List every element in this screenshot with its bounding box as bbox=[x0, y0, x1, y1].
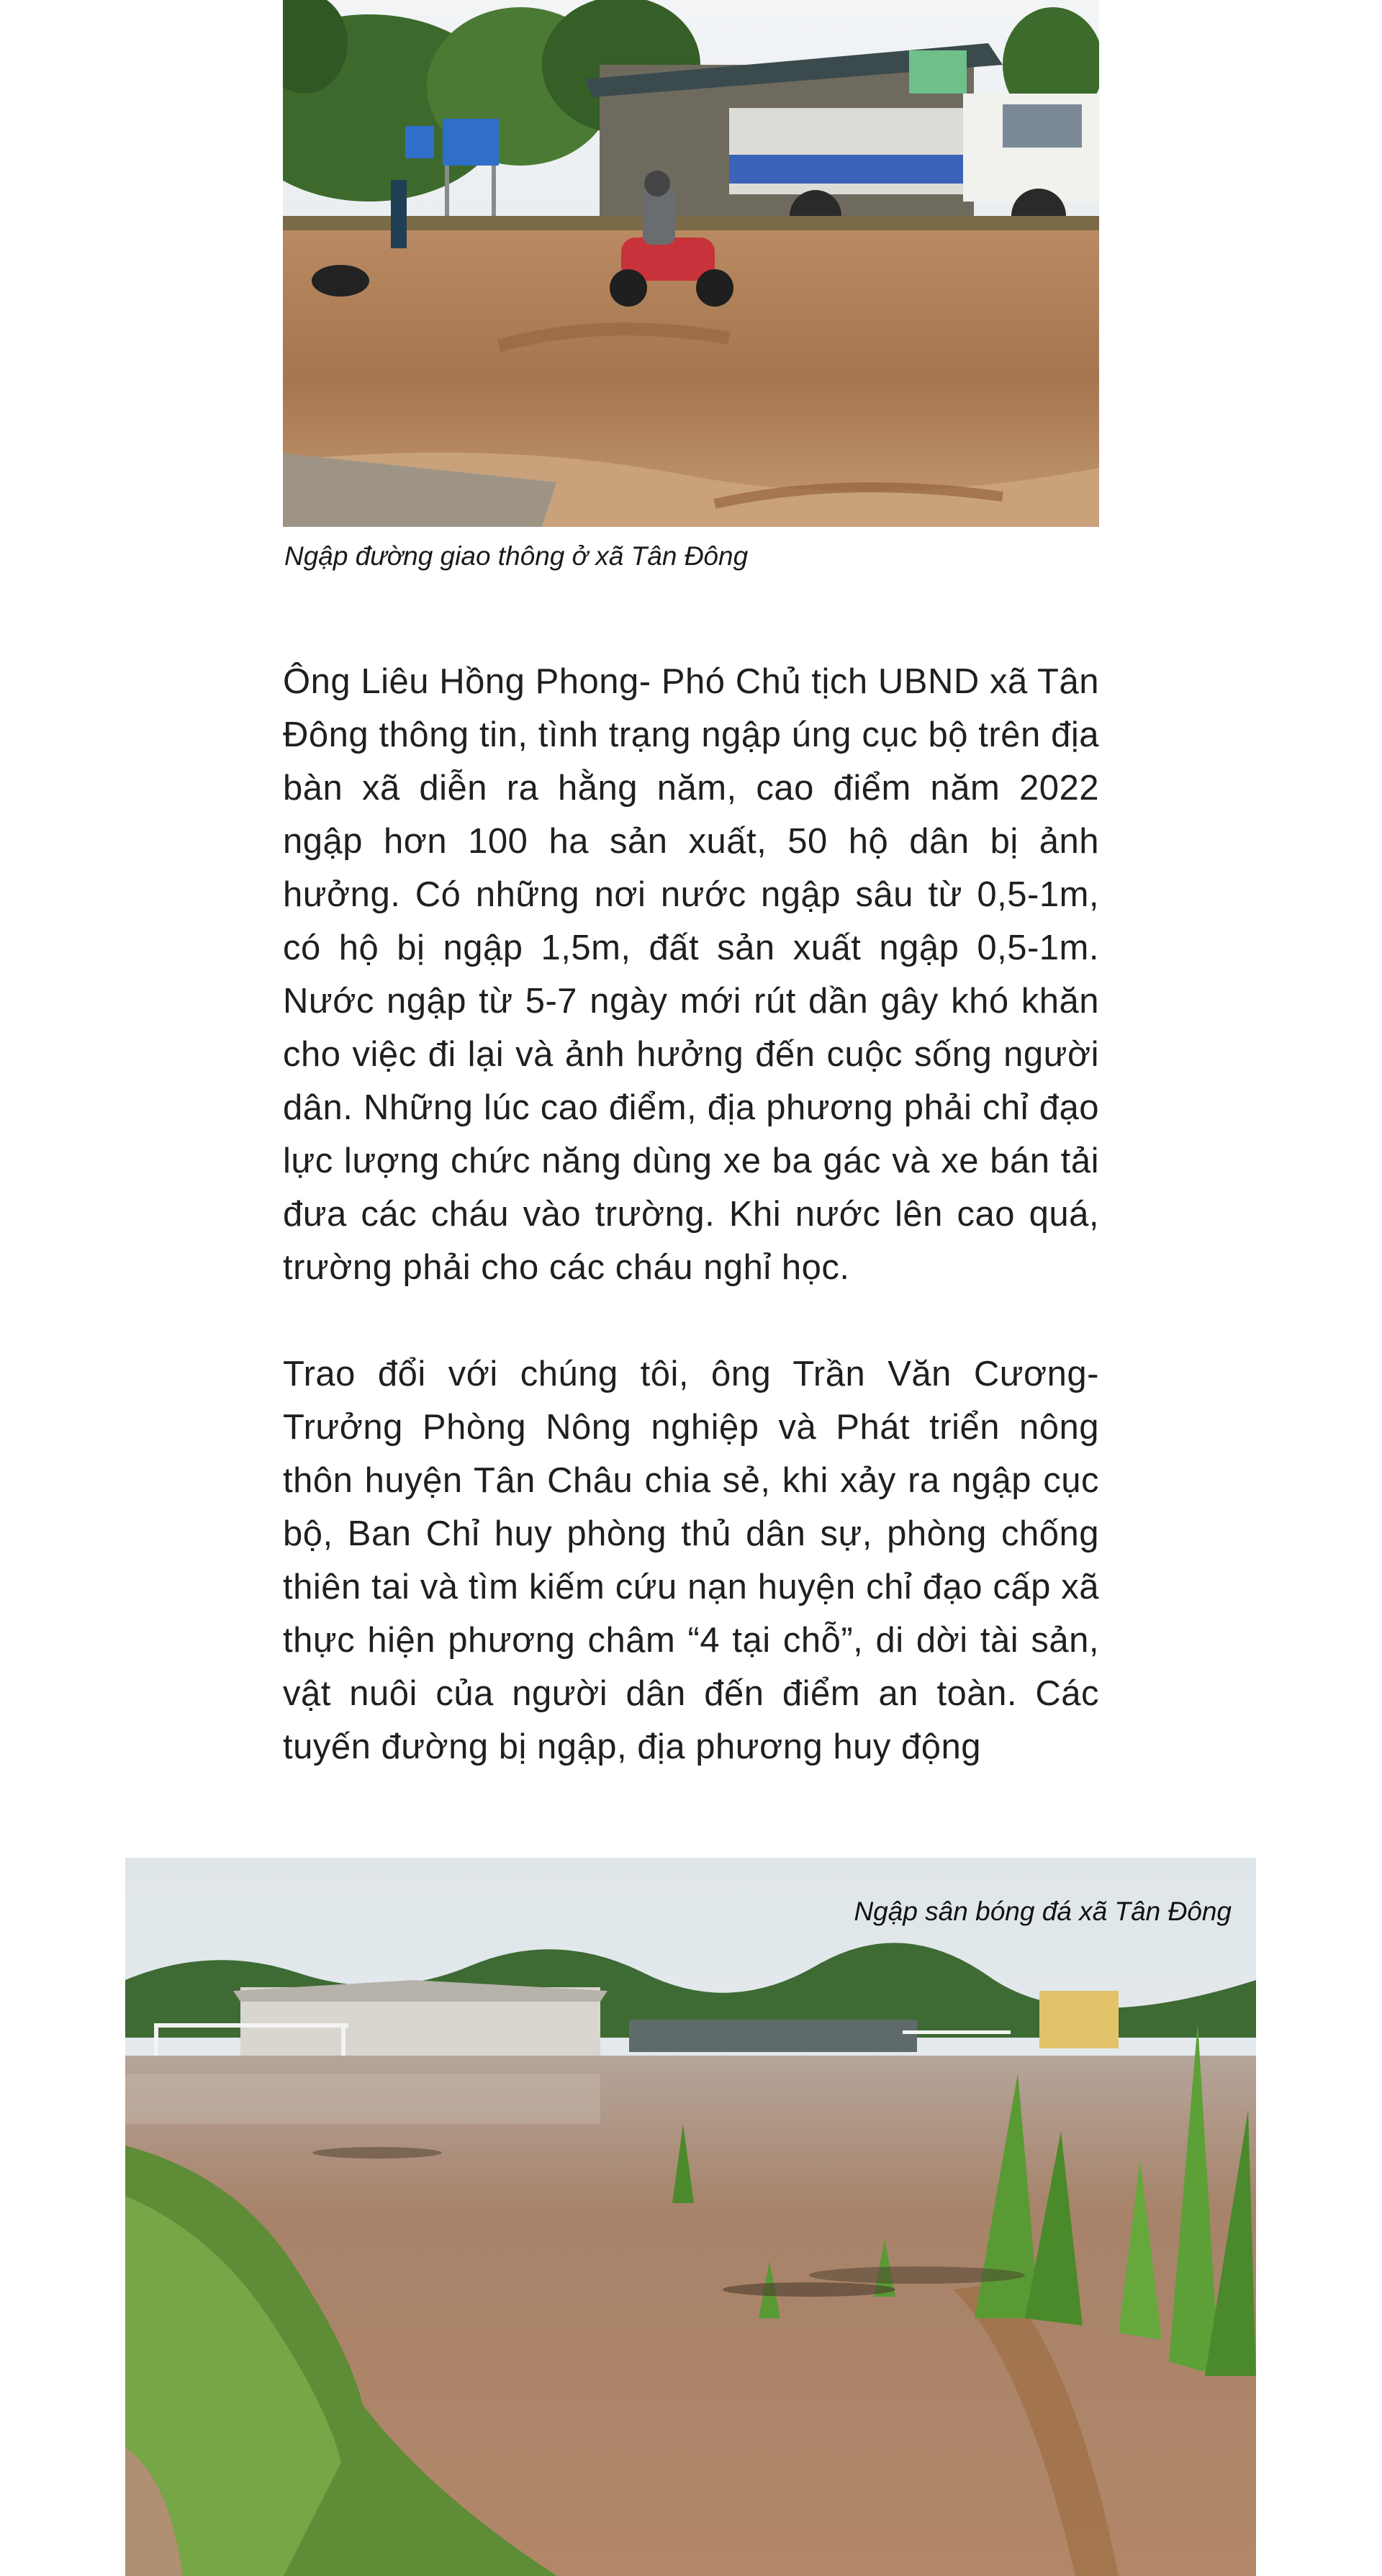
road-photo-caption: Ngập đường giao thông ở xã Tân Đông bbox=[284, 541, 749, 571]
field-photo-caption: Ngập sân bóng đá xã Tân Đông bbox=[854, 1897, 1232, 1926]
flooded-road-illustration bbox=[283, 0, 1099, 527]
article-paragraph-1 bbox=[283, 655, 1099, 1294]
paragraph-text: Ông Liêu Hồng Phong- Phó Chủ tịch UBND xã Tân Đông thông tin, tình trạng ngập úng cục bộ trên địa bàn xã diễn ra hằng năm, cao điểm năm 2022 ngập hơn 100 ha sản xuất, 50 hộ dân bị ảnh hưởng. Có những nơi nước ngập sâu từ 0,5-1m, có hộ bị ngập 1,5m, đất sản xuất ngập 0,5-1m. Nước ngập từ 5-7 ngày mới rút dần gây khó khăn cho việc đi lại và ảnh hưởng đến cuộc sống người dân. Những lúc cao điểm, địa phương phải chỉ đạo lực lượng chức năng dùng xe ba gác và xe bán tải đưa các cháu vào trường. Khi nước lên cao quá, trường phải cho các cháu nghỉ học. bbox=[283, 662, 1099, 1287]
flooded-field-illustration bbox=[125, 1858, 1256, 2576]
flooded-field-photo bbox=[125, 1858, 1256, 2576]
flooded-road-photo bbox=[283, 0, 1099, 527]
article-paragraph-2 bbox=[283, 1347, 1099, 1773]
paragraph-text: Trao đổi với chúng tôi, ông Trần Văn Cương- Trưởng Phòng Nông nghiệp và Phát triển nông thôn huyện Tân Châu chia sẻ, khi xảy ra ngập cục bộ, Ban Chỉ huy phòng thủ dân sự, phòng chống thiên tai và tìm kiếm cứu nạn huyện chỉ đạo cấp xã thực hiện phương châm “4 tại chỗ”, di dời tài sản, vật nuôi của người dân đến điểm an toàn. Các tuyến đường bị ngập, địa phương huy động bbox=[283, 1355, 1099, 1766]
